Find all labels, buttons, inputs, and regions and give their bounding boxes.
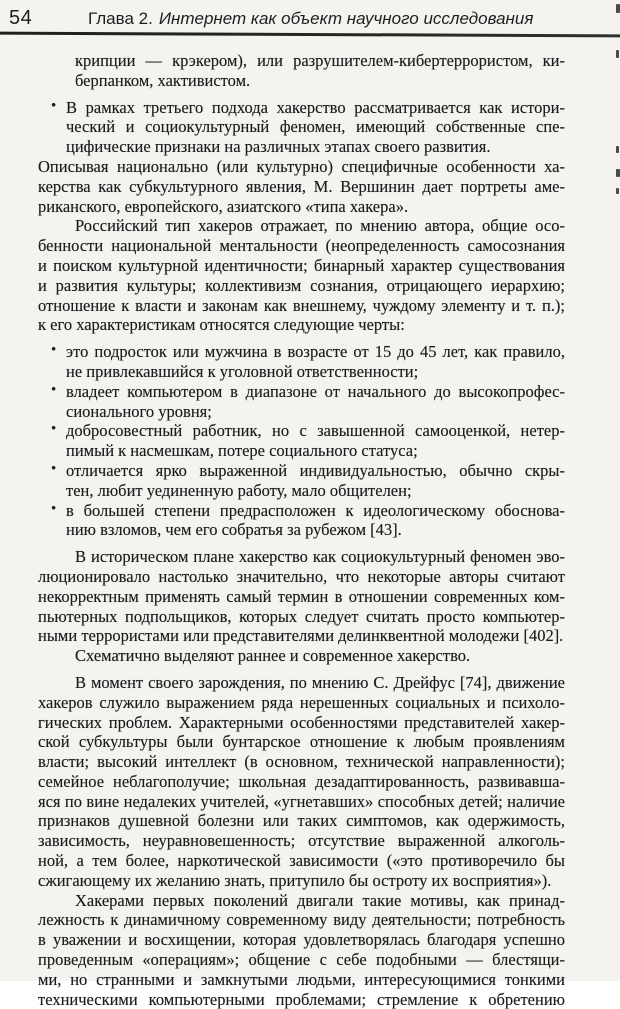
scan-speck [616, 169, 620, 177]
paragraph [38, 646, 565, 666]
bullet-item [38, 342, 565, 382]
text-line: не привлекавшийся к уголовной ответственности; [66, 361, 419, 381]
bullet-marker-icon: • [51, 500, 57, 517]
text-line: и поиском культурной идентичности; бинарный характер существования [38, 255, 565, 275]
text-line: и развития культуры; коллективизм сознания, отрицающего иерархию; [38, 275, 565, 295]
page-body [38, 37, 565, 1009]
text-line: владеет компьютером в диапазоне от начального до высокопрофес- [66, 381, 565, 401]
scan-speck [616, 188, 619, 194]
scan-speck [616, 4, 620, 13]
running-head [0, 0, 620, 37]
text-line: Российский тип хакеров отражает, по мнению автора, общие осо- [75, 216, 565, 236]
text-line: добросовестный работник, но с завышенной самооценкой, нетер- [66, 421, 565, 441]
chapter-heading [88, 9, 548, 29]
bullet-item [38, 501, 565, 541]
text-line: нию взломов, чем его собратья за рубежом [43]. [66, 520, 402, 540]
bullet-body [66, 382, 565, 422]
scan-speck [616, 146, 619, 153]
bullet-marker-icon: • [51, 421, 57, 438]
text-line: Хакерами первых поколений двигали такие мотивы, как принад- [75, 890, 565, 910]
paragraph [38, 157, 565, 216]
chapter-title: Интернет как объект научного исследования [158, 9, 534, 28]
bullet-marker-icon: • [51, 97, 57, 114]
bullet-body [66, 421, 565, 461]
bullet-body [66, 461, 565, 501]
text-line: керства как субкультурного явления, М. Вершинин дает портреты аме- [38, 176, 565, 196]
text-line: сжигающему их желанию знать, притупило бы остроту их восприятия»). [38, 870, 552, 890]
chapter-label: Глава 2. [88, 9, 153, 28]
bullet-marker-icon: • [51, 342, 57, 359]
text-line: гических проблем. Характерными особенностями представителей хакер- [38, 712, 565, 732]
text-line: риканского, европейского, азиатского «типа хакера». [38, 196, 409, 216]
bullet-marker-icon: • [51, 460, 57, 477]
paragraph [75, 51, 565, 91]
text-line: ской субкультуры были бунтарское отношение к любым проявлениям [38, 732, 565, 752]
text-line: власти; высокий интеллект (в основном, технической направленности); [38, 752, 565, 772]
text-line: В момент своего зарождения, по мнению С. Дрейфус [74], движение [75, 672, 565, 692]
paragraph [38, 673, 565, 891]
text-line: Схематично выделяют раннее и современное хакерство. [75, 646, 471, 666]
text-line: признаков душевной болезни или таких симптомов, как одержимость, [38, 811, 565, 831]
text-line: В рамках третьего подхода хакерство рассматривается как истори- [66, 97, 565, 117]
bullet-body [66, 342, 565, 382]
bullet-body [66, 501, 565, 541]
text-line: яся по вине недалеких учителей, «угнетавших» способных детей; наличие [38, 791, 565, 811]
bullet-marker-icon: • [51, 381, 57, 398]
text-line: лежность к динамичному современному виду деятельности; потребность [38, 910, 565, 930]
text-line: бенности национальной ментальности (неопределенность самосознания [38, 236, 565, 256]
text-line: берпанком, хактивистом. [75, 70, 251, 90]
paragraph [38, 891, 565, 1009]
text-line: в большей степени предрасположен к идеологическому обоснова- [66, 500, 565, 520]
text-line: крипции — крэкером), или разрушителем-кибертеррористом, ки- [75, 51, 565, 70]
text-line: ными террористами или представителями делинквентной молодежи [402]. [38, 626, 564, 646]
text-line: пьютерных подпольщиков, которых следует считать просто компьютер- [38, 606, 565, 626]
text-line: пимый к насмешкам, потере социального статуса; [66, 441, 418, 461]
text-line: сионального уровня; [66, 401, 212, 421]
scan-speck [616, 50, 619, 58]
text-line: отличается ярко выраженной индивидуальностью, обычно скры- [66, 460, 565, 480]
text-line: это подросток или мужчина в возрасте от 15 до 45 лет, как правило, [66, 342, 565, 362]
text-line: Описывая национально (или культурно) специфичные особенности ха- [38, 156, 565, 176]
text-line: тен, любит уединенную работу, мало общителен; [66, 480, 412, 500]
bullet-item [38, 421, 565, 461]
paragraph [38, 216, 565, 335]
text-line: ми, но странными и замкнутыми людьми, интересующимися тонкими [38, 969, 565, 989]
text-line: хакеров служило выражением ряда нерешенных социальных и психоло- [38, 692, 565, 712]
text-line: зависимость, неуравновешенность; отсутствие выраженной алкоголь- [38, 831, 565, 851]
text-line: проведенным «операциям»; общение с себе подобными — блестящи- [38, 950, 565, 970]
bullet-body [66, 98, 565, 157]
text-line: отношение к власти и законам как внешнему, чуждому элементу и т. п.); [38, 295, 565, 315]
text-line: к его характеристикам относятся следующие черты: [38, 315, 405, 335]
bullet-item [38, 461, 565, 501]
paragraph [38, 547, 565, 646]
text-line: ческий и социокультурный феномен, имеющий собственные спе- [66, 117, 565, 137]
text-line: некорректным применять самый термин в отношении современных ком- [38, 586, 565, 606]
bullet-item [38, 98, 565, 157]
page-number: 54 [9, 7, 33, 29]
bullet-item [38, 382, 565, 422]
text-line: техническими компьютерными проблемами; стремление к обретению [38, 989, 565, 1009]
text-line: ной, а тем более, наркотической зависимости («это противоречило бы [38, 851, 565, 871]
text-line: В историческом плане хакерство как социокультурный феномен эво- [75, 547, 565, 567]
text-line: в уважении и восхищении, которая удовлетворялась благодаря успешно [38, 930, 565, 950]
text-line: семейное неблагополучие; школьная дезадаптированность, развивавша- [38, 771, 565, 791]
text-line: люционировало настолько значительно, что некоторые авторы считают [38, 566, 565, 586]
text-line: цифические признаки на различных этапах своего развития. [66, 137, 491, 157]
